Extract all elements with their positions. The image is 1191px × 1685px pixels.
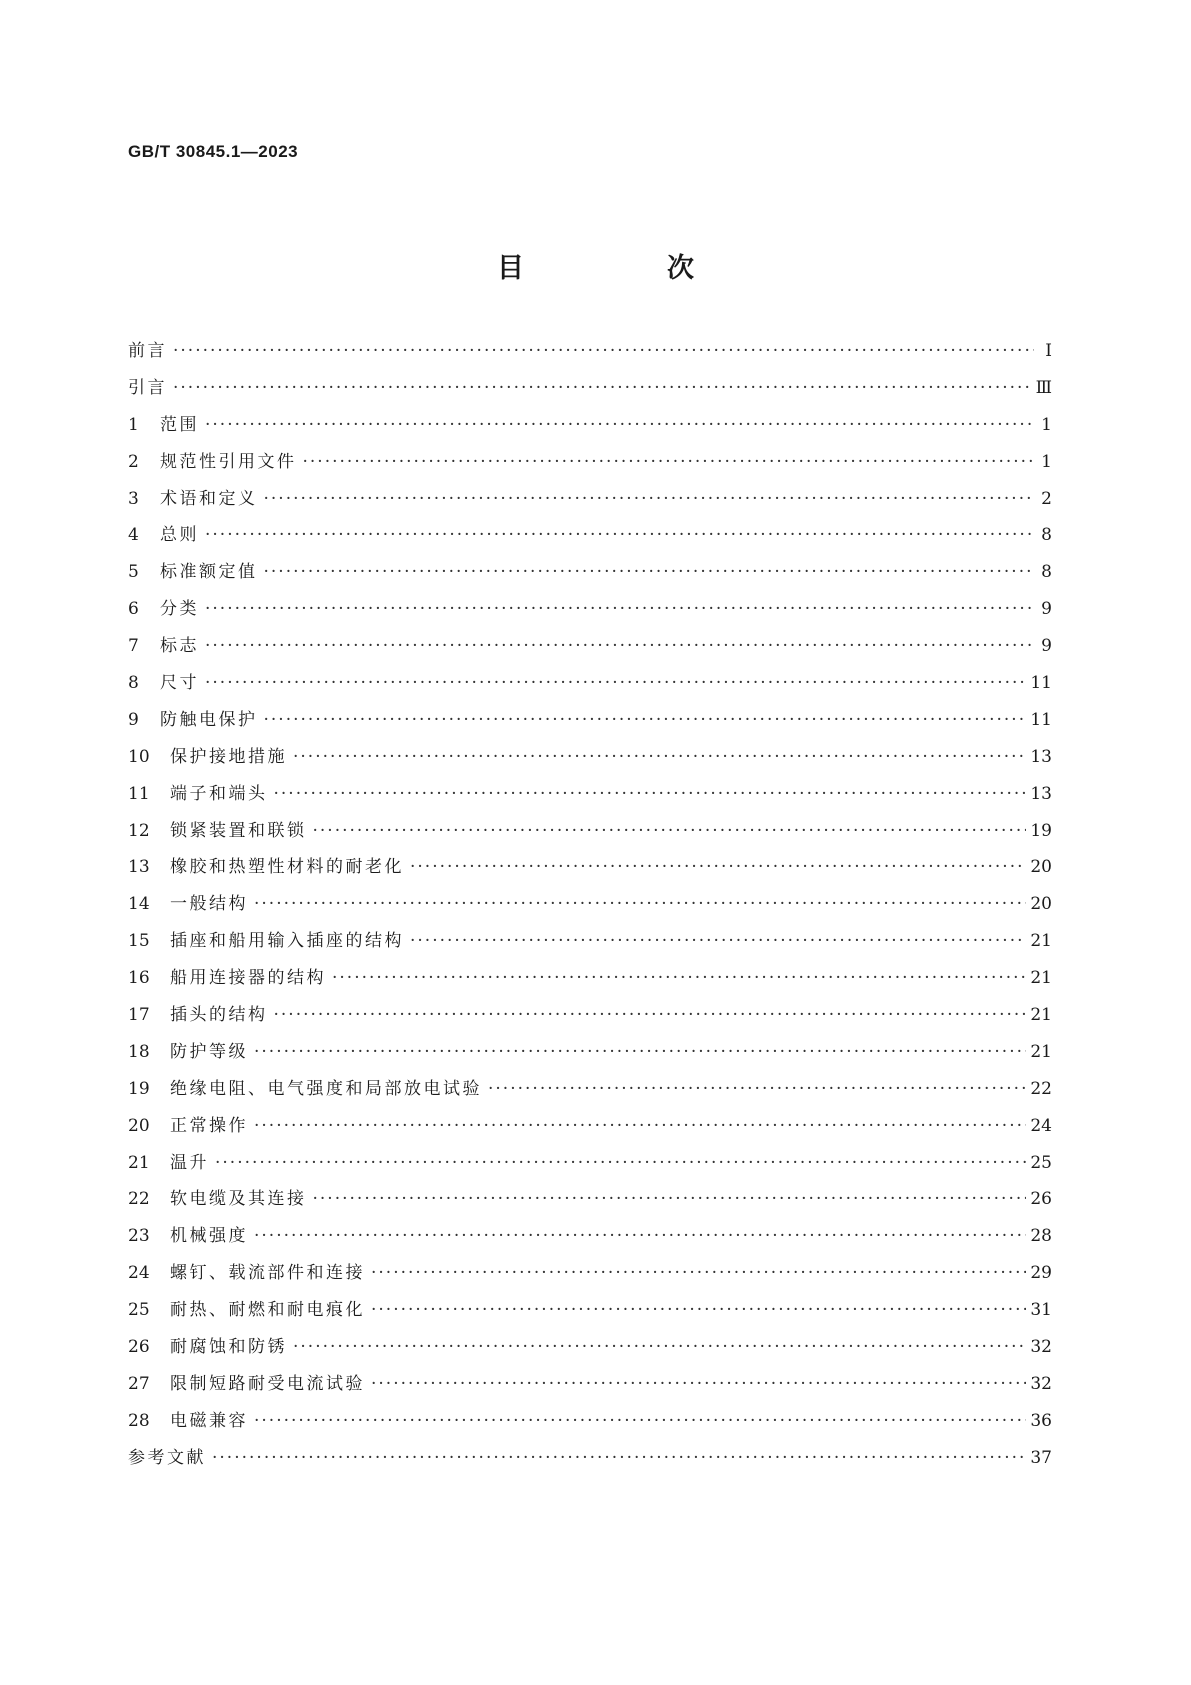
toc-entry-8[interactable] (128, 671, 1052, 708)
toc-entry-label: 机械强度 (170, 1226, 248, 1247)
toc-entry-number: 16 (128, 968, 150, 989)
toc-entry-number: 5 (128, 562, 139, 583)
toc-entry-number: 10 (128, 746, 150, 767)
dot-leader (205, 597, 1034, 621)
toc-entry-page: 9 (1041, 599, 1052, 620)
toc-entry-page: 31 (1030, 1300, 1052, 1321)
dot-leader (205, 671, 1026, 695)
toc-entry-3[interactable] (128, 487, 1052, 524)
toc-entry-5[interactable] (128, 560, 1052, 597)
dot-leader (488, 1077, 1026, 1101)
dot-leader (205, 634, 1034, 658)
toc-entry-page: 21 (1030, 1041, 1052, 1062)
dot-leader (371, 1372, 1026, 1396)
dot-leader (212, 1446, 1026, 1470)
toc-entry-26[interactable] (128, 1335, 1052, 1372)
toc-entry-label: 电磁兼容 (170, 1410, 248, 1431)
toc-entry-page: 20 (1030, 894, 1052, 915)
toc-entry-number: 6 (128, 599, 139, 620)
dot-leader (264, 560, 1035, 584)
dot-leader (254, 1409, 1026, 1433)
toc-entry-number: 14 (128, 894, 150, 915)
toc-entry-page: 9 (1041, 636, 1052, 657)
toc-entry-label: 端子和端头 (170, 783, 268, 804)
dot-leader (410, 929, 1026, 953)
toc-entry-label: 规范性引用文件 (160, 451, 297, 472)
toc-entry-label: 参考文献 (128, 1447, 206, 1468)
toc-entry-number: 7 (128, 636, 139, 657)
dot-leader (274, 782, 1027, 806)
toc-entry-page: 36 (1030, 1410, 1052, 1431)
dot-leader (332, 966, 1026, 990)
toc-entry-page: 21 (1030, 1005, 1052, 1026)
toc-entry-page: 13 (1030, 783, 1052, 804)
toc-entry-page: Ⅰ (1045, 341, 1052, 361)
toc-entry-page: 19 (1030, 820, 1052, 841)
toc-entry-6[interactable] (128, 597, 1052, 634)
toc-entry-label: 总则 (160, 525, 199, 546)
toc-entry-page: 24 (1030, 1115, 1052, 1136)
toc-entry-number: 21 (128, 1152, 150, 1173)
toc-entry-number: 27 (128, 1373, 150, 1394)
dot-leader (293, 745, 1026, 769)
toc-entry-number: 18 (128, 1041, 150, 1062)
toc-entry-13[interactable] (128, 855, 1052, 892)
toc-entry-page: 21 (1030, 968, 1052, 989)
dot-leader (264, 708, 1027, 732)
page-title: 目 次 (497, 253, 752, 284)
toc-entry-number: 26 (128, 1337, 150, 1358)
toc-entry-label: 尺寸 (160, 673, 199, 694)
toc-entry-10[interactable] (128, 745, 1052, 782)
toc-entry-25[interactable] (128, 1298, 1052, 1335)
toc-entry-number: 24 (128, 1263, 150, 1284)
toc-entry-number: 25 (128, 1300, 150, 1321)
toc-entry-number: 8 (128, 673, 139, 694)
dot-leader (205, 413, 1034, 437)
toc-entry-page: 32 (1030, 1373, 1052, 1394)
dot-leader (254, 1040, 1026, 1064)
toc-entry-label: 软电缆及其连接 (170, 1189, 307, 1210)
toc-entry-1[interactable] (128, 413, 1052, 450)
toc-entry-28[interactable] (128, 1409, 1052, 1446)
toc-entry-7[interactable] (128, 634, 1052, 671)
toc-entry-19[interactable] (128, 1077, 1052, 1114)
toc-entry-16[interactable] (128, 966, 1052, 1003)
dot-leader (410, 855, 1026, 879)
toc-entry-12[interactable] (128, 819, 1052, 856)
toc-entry-label: 绝缘电阻、电气强度和局部放电试验 (170, 1078, 482, 1099)
toc-entry-label: 螺钉、载流部件和连接 (170, 1263, 365, 1284)
dot-leader (274, 1003, 1027, 1027)
toc-entry-page: 1 (1041, 414, 1052, 435)
dot-leader (173, 376, 1032, 400)
toc-entry-page: 8 (1041, 562, 1052, 583)
toc-entry-label: 分类 (160, 599, 199, 620)
toc-entry-page: 26 (1030, 1189, 1052, 1210)
dot-leader (313, 1187, 1027, 1211)
toc-entry-14[interactable] (128, 892, 1052, 929)
toc-entry-label: 标准额定值 (160, 562, 258, 583)
toc-entry-18[interactable] (128, 1040, 1052, 1077)
toc-entry-label: 引言 (128, 377, 167, 398)
toc-entry-page: 22 (1030, 1078, 1052, 1099)
dot-leader (254, 892, 1026, 916)
toc-entry-number: 15 (128, 931, 150, 952)
toc-entry-number: 22 (128, 1189, 150, 1210)
toc-entry-label: 防护等级 (170, 1041, 248, 1062)
toc-entry-24[interactable] (128, 1261, 1052, 1298)
toc-entry-number: 13 (128, 857, 150, 878)
toc-entry-number: 19 (128, 1078, 150, 1099)
toc-entry-label: 插头的结构 (170, 1005, 268, 1026)
toc-entry-label: 限制短路耐受电流试验 (170, 1373, 365, 1394)
toc-entry-label: 前言 (128, 341, 167, 361)
toc-entry-label: 锁紧装置和联锁 (170, 820, 307, 841)
toc-entry-22[interactable] (128, 1187, 1052, 1224)
toc-entry-number: 11 (128, 783, 150, 804)
toc-entry-page: 8 (1041, 525, 1052, 546)
dot-leader (303, 450, 1035, 474)
toc-entry-label: 范围 (160, 414, 199, 435)
toc-entry-label: 术语和定义 (160, 488, 258, 509)
toc-entry-9[interactable] (128, 708, 1052, 745)
toc-entry-15[interactable] (128, 929, 1052, 966)
dot-leader (371, 1298, 1026, 1322)
toc-entry-page: 29 (1030, 1263, 1052, 1284)
standard-number: GB/T 30845.1—2023 (128, 142, 299, 161)
dot-leader (371, 1261, 1026, 1285)
toc-entry-page: 21 (1030, 931, 1052, 952)
dot-leader (254, 1114, 1026, 1138)
toc-entry-label: 船用连接器的结构 (170, 968, 326, 989)
toc-entry-page: 28 (1030, 1226, 1052, 1247)
toc-entry-label: 橡胶和热塑性材料的耐老化 (170, 857, 404, 878)
toc-entry-23[interactable] (128, 1224, 1052, 1261)
dot-leader (173, 339, 1034, 363)
toc-entry-page: Ⅲ (1035, 377, 1052, 398)
toc-entry-number: 9 (128, 709, 139, 730)
toc-entry-label: 耐腐蚀和防锈 (170, 1337, 287, 1358)
toc-entry-label: 保护接地措施 (170, 746, 287, 767)
dot-leader (293, 1335, 1026, 1359)
toc-entry-number: 28 (128, 1410, 150, 1431)
toc-entry-11[interactable] (128, 782, 1052, 819)
toc-entry-bibliography[interactable] (128, 1446, 1052, 1483)
toc-entry-17[interactable] (128, 1003, 1052, 1040)
toc-entry-number: 17 (128, 1005, 150, 1026)
toc-entry-label: 插座和船用输入插座的结构 (170, 931, 404, 952)
toc-entry-page: 37 (1030, 1447, 1052, 1468)
toc-entry-introduction[interactable] (128, 376, 1052, 413)
toc-entry-page: 1 (1041, 451, 1052, 472)
toc-entry-number: 12 (128, 820, 150, 841)
toc-entry-label: 防触电保护 (160, 709, 258, 730)
toc-entry-label: 正常操作 (170, 1115, 248, 1136)
toc-entry-27[interactable] (128, 1372, 1052, 1409)
toc-entry-page: 11 (1030, 709, 1052, 730)
toc-entry-page: 20 (1030, 857, 1052, 878)
toc-entry-number: 20 (128, 1115, 150, 1136)
toc-entry-number: 3 (128, 488, 139, 509)
toc-entry-label: 温升 (170, 1152, 209, 1173)
toc-entry-page: 11 (1030, 673, 1052, 694)
toc-entry-label: 标志 (160, 636, 199, 657)
toc-entry-label: 耐热、耐燃和耐电痕化 (170, 1300, 365, 1321)
toc-entry-label: 一般结构 (170, 894, 248, 915)
toc-entry-2[interactable] (128, 450, 1052, 487)
dot-leader (215, 1151, 1026, 1175)
dot-leader (264, 487, 1035, 511)
toc-entry-foreword[interactable] (128, 339, 1052, 376)
toc-entry-21[interactable] (128, 1151, 1052, 1188)
toc-entry-number: 2 (128, 451, 139, 472)
dot-leader (254, 1224, 1026, 1248)
toc-entry-page: 2 (1041, 488, 1052, 509)
toc-entry-page: 25 (1030, 1152, 1052, 1173)
toc-entry-page: 13 (1030, 746, 1052, 767)
toc-entry-20[interactable] (128, 1114, 1052, 1151)
toc-entry-number: 4 (128, 525, 139, 546)
toc-entry-number: 23 (128, 1226, 150, 1247)
table-of-contents (128, 339, 1052, 1483)
toc-entry-4[interactable] (128, 523, 1052, 560)
toc-entry-page: 32 (1030, 1337, 1052, 1358)
toc-entry-number: 1 (128, 414, 139, 435)
dot-leader (313, 819, 1027, 843)
dot-leader (205, 523, 1034, 547)
